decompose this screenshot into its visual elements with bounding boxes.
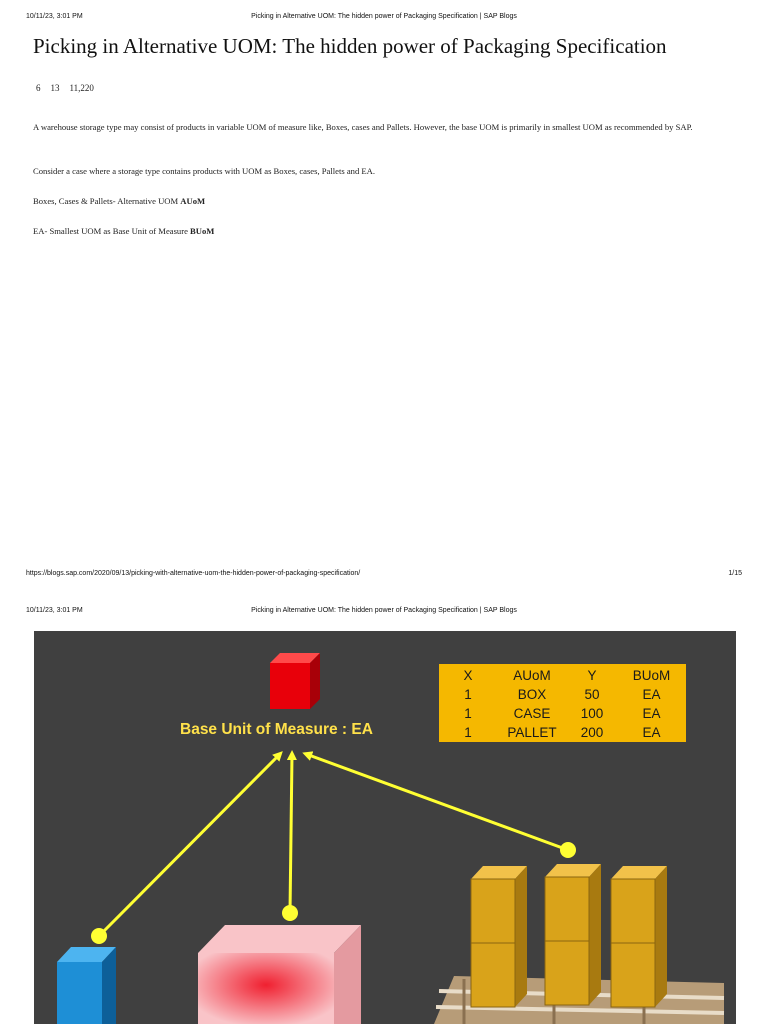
header-datetime: 10/11/23, 3:01 PM [26,13,83,20]
cell-buom: EA [642,725,661,740]
page-header [26,13,742,20]
article-stats [36,83,94,93]
header-x: X [463,668,473,683]
case-cube [198,925,361,1024]
auom-text: Boxes, Cases & Pallets- Alternative UOM [33,196,181,206]
base-uom-label: Base Unit of Measure : EA [180,721,373,738]
header-title-2: Picking in Alternative UOM: The hidden power of Packaging Specification | SAP Blogs [251,607,517,614]
cell-x: 1 [464,687,472,702]
cell-auom: PALLET [507,725,557,740]
header-buom: BUoM [632,668,671,683]
pallet-boxes [471,864,667,1007]
uom-diagram [34,631,736,1024]
paragraph-case: Consider a case where a storage type contains products with UOM as Boxes, cases, Pallets and EA. [33,166,375,176]
cell-x: 1 [464,706,472,721]
stat-views: 11,220 [69,83,94,93]
cell-auom: CASE [513,706,551,721]
box-cube [57,947,116,1024]
buom-text: EA- Smallest UOM as Base Unit of Measure [33,226,191,236]
page-footer [26,570,742,577]
table-header-row [439,666,686,685]
auom-bold: AUoM [180,196,206,206]
paragraph-intro: A warehouse storage type may consist of products in variable UOM of measure like, Boxes, cases and Pallets. However, the base UOM is primarily in smallest UOM as recommended by SAP. [33,122,693,132]
cell-buom: EA [642,706,661,721]
paragraph-buom [33,224,733,238]
cell-x: 1 [464,725,472,740]
footer-url: https://blogs.sap.com/2020/09/13/picking-with-alternative-uom-the-hidden-power-of-packaging-specification/ [26,570,361,577]
paragraph-auom [33,194,733,208]
table-row [439,685,686,704]
table-row [439,704,686,723]
article-title: Picking in Alternative UOM: The hidden power of Packaging Specification [33,34,667,58]
header-y: Y [587,668,597,683]
header-title: Picking in Alternative UOM: The hidden power of Packaging Specification | SAP Blogs [251,13,517,20]
ea-cube [270,653,320,709]
stat-likes: 6 [36,83,41,93]
uom-conversion-table [439,664,686,742]
table-row [439,723,686,742]
footer-page: 1/15 [728,570,742,577]
header-datetime-2: 10/11/23, 3:01 PM [26,607,83,614]
cell-auom: BOX [517,687,547,702]
buom-bold: BUoM [190,226,215,236]
header-auom: AUoM [513,668,551,683]
cell-y: 100 [580,706,604,721]
page-header-2 [26,607,742,614]
cell-y: 200 [580,725,604,740]
cell-buom: EA [642,687,661,702]
stat-comments: 13 [50,83,60,93]
cell-y: 50 [584,687,600,702]
